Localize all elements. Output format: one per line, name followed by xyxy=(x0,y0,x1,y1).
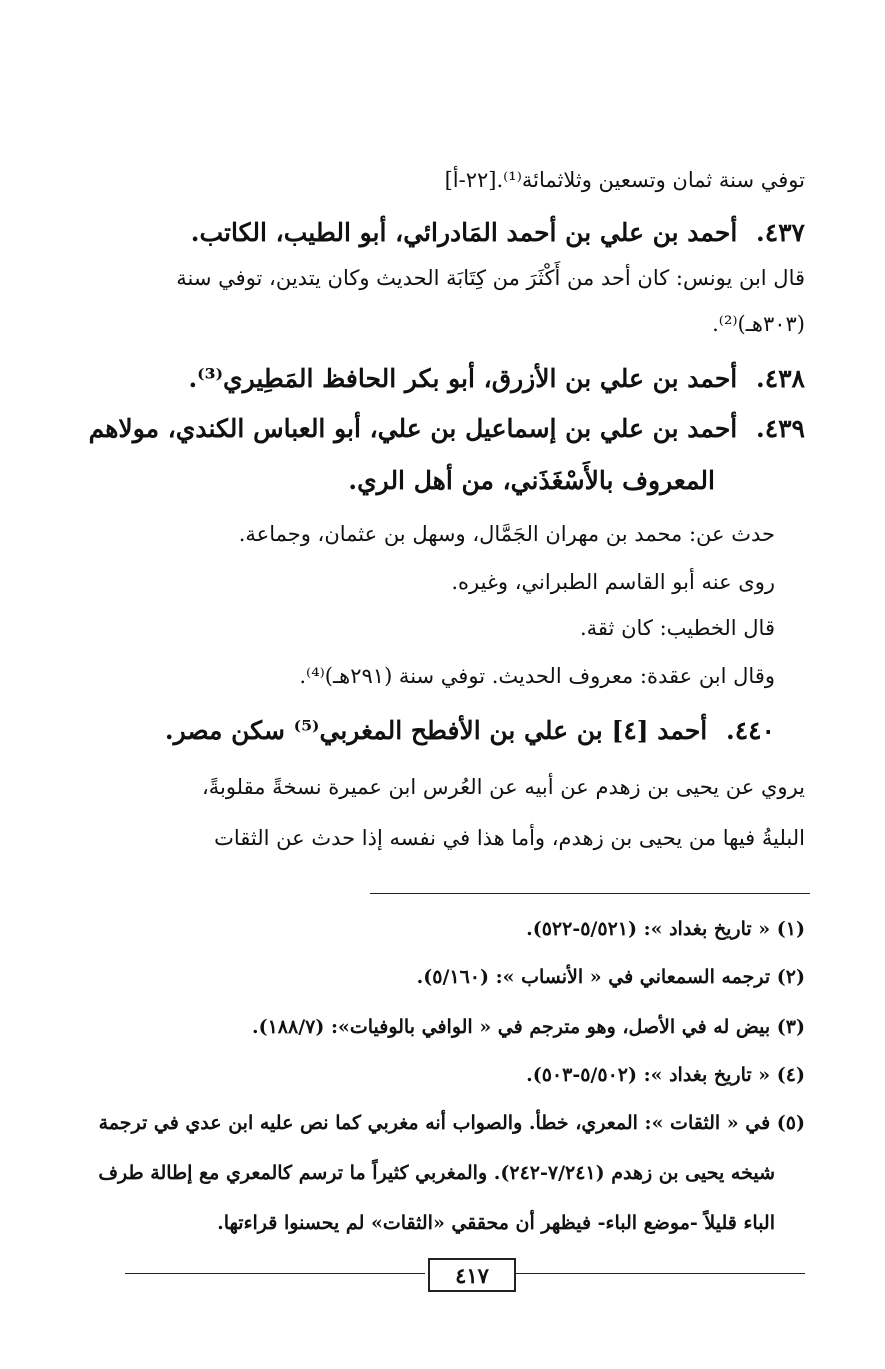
entry-439 xyxy=(89,414,805,443)
bottom-rule xyxy=(515,1273,805,1274)
footnote-separator xyxy=(370,893,810,894)
text-line: البليةُ فيها من يحيى بن زهدم، وأما هذا في نفسه إذا حدث عن الثقات xyxy=(214,826,805,850)
entry-439-continued: المعروف بالأَسْغَذَني، من أهل الري. xyxy=(348,466,715,495)
entry-title: أحمد بن علي بن أحمد المَادرائي، أبو الطيب، الكاتب. xyxy=(190,218,738,247)
footnote-4: (٤) « تاريخ بغداد »: (٥/٥٠٢-٥٠٣). xyxy=(526,1064,805,1086)
text-line: حدث عن: محمد بن مهران الجَمَّال، وسهل بن عثمان، وجماعة. xyxy=(238,522,775,546)
entry-440 xyxy=(165,716,775,745)
entry-438 xyxy=(188,364,805,393)
text-line: قال الخطيب: كان ثقة. xyxy=(580,616,775,640)
footnote-3: (٣) بيض له في الأصل، وهو مترجم في « الوافي بالوفيات»: (١٨٨/٧). xyxy=(251,1016,805,1038)
footnote-5: (٥) في « الثقات »: المعري، خطأ. والصواب أنه مغربي كما نص عليه ابن عدي في ترجمة xyxy=(98,1112,805,1134)
text-line: (٣٠٣هـ)⁽²⁾. xyxy=(712,312,805,336)
entry-title: أحمد بن علي بن الأزرق، أبو بكر الحافظ المَطِيري⁽³⁾. xyxy=(188,364,738,393)
page-number: ٤١٧ xyxy=(428,1258,516,1292)
footnote-5-continued: شيخه يحيى بن زهدم (٧/٢٤١-٢٤٢). والمغربي كثيراً ما ترسم كالمعري مع إطالة طرف xyxy=(98,1162,775,1184)
entry-title: أحمد بن علي بن إسماعيل بن علي، أبو العباس الكندي، مولاهم xyxy=(88,414,738,443)
entry-number: ٤٣٩. xyxy=(755,414,805,443)
text-line: توفي سنة ثمان وتسعين وثلاثمائة⁽¹⁾.[٢٢-أ] xyxy=(444,168,805,192)
bottom-rule xyxy=(125,1273,425,1274)
entry-437 xyxy=(191,218,805,247)
entry-number: ٤٣٨. xyxy=(755,364,805,393)
footnote-2: (٢) ترجمه السمعاني في « الأنساب »: (٥/١٦٠). xyxy=(416,966,805,988)
entry-title: أحمد [٤] بن علي بن الأفطح المغربي⁽⁵⁾ سكن مصر. xyxy=(164,716,708,745)
text-line: يروي عن يحيى بن زهدم عن أبيه عن العُرس ابن عميرة نسخةً مقلوبةً، xyxy=(201,775,805,799)
footnote-5-continued: الباء قليلاً -موضع الباء- فيظهر أن محققي «الثقات» لم يحسنوا قراءتها. xyxy=(217,1212,775,1234)
entry-number: ٤٣٧. xyxy=(755,218,805,247)
entry-number: ٤٤٠. xyxy=(725,716,775,745)
text-line: قال ابن يونس: كان أحد من أَكْثَرَ من كِتَابَة الحديث وكان يتدين، توفي سنة xyxy=(176,266,805,290)
footnote-1: (١) « تاريخ بغداد »: (٥/٥٢١-٥٢٢). xyxy=(526,918,805,940)
text-line: روى عنه أبو القاسم الطبراني، وغيره. xyxy=(451,570,775,594)
text-line: وقال ابن عقدة: معروف الحديث. توفي سنة (٢٩١هـ)⁽⁴⁾. xyxy=(299,664,775,688)
